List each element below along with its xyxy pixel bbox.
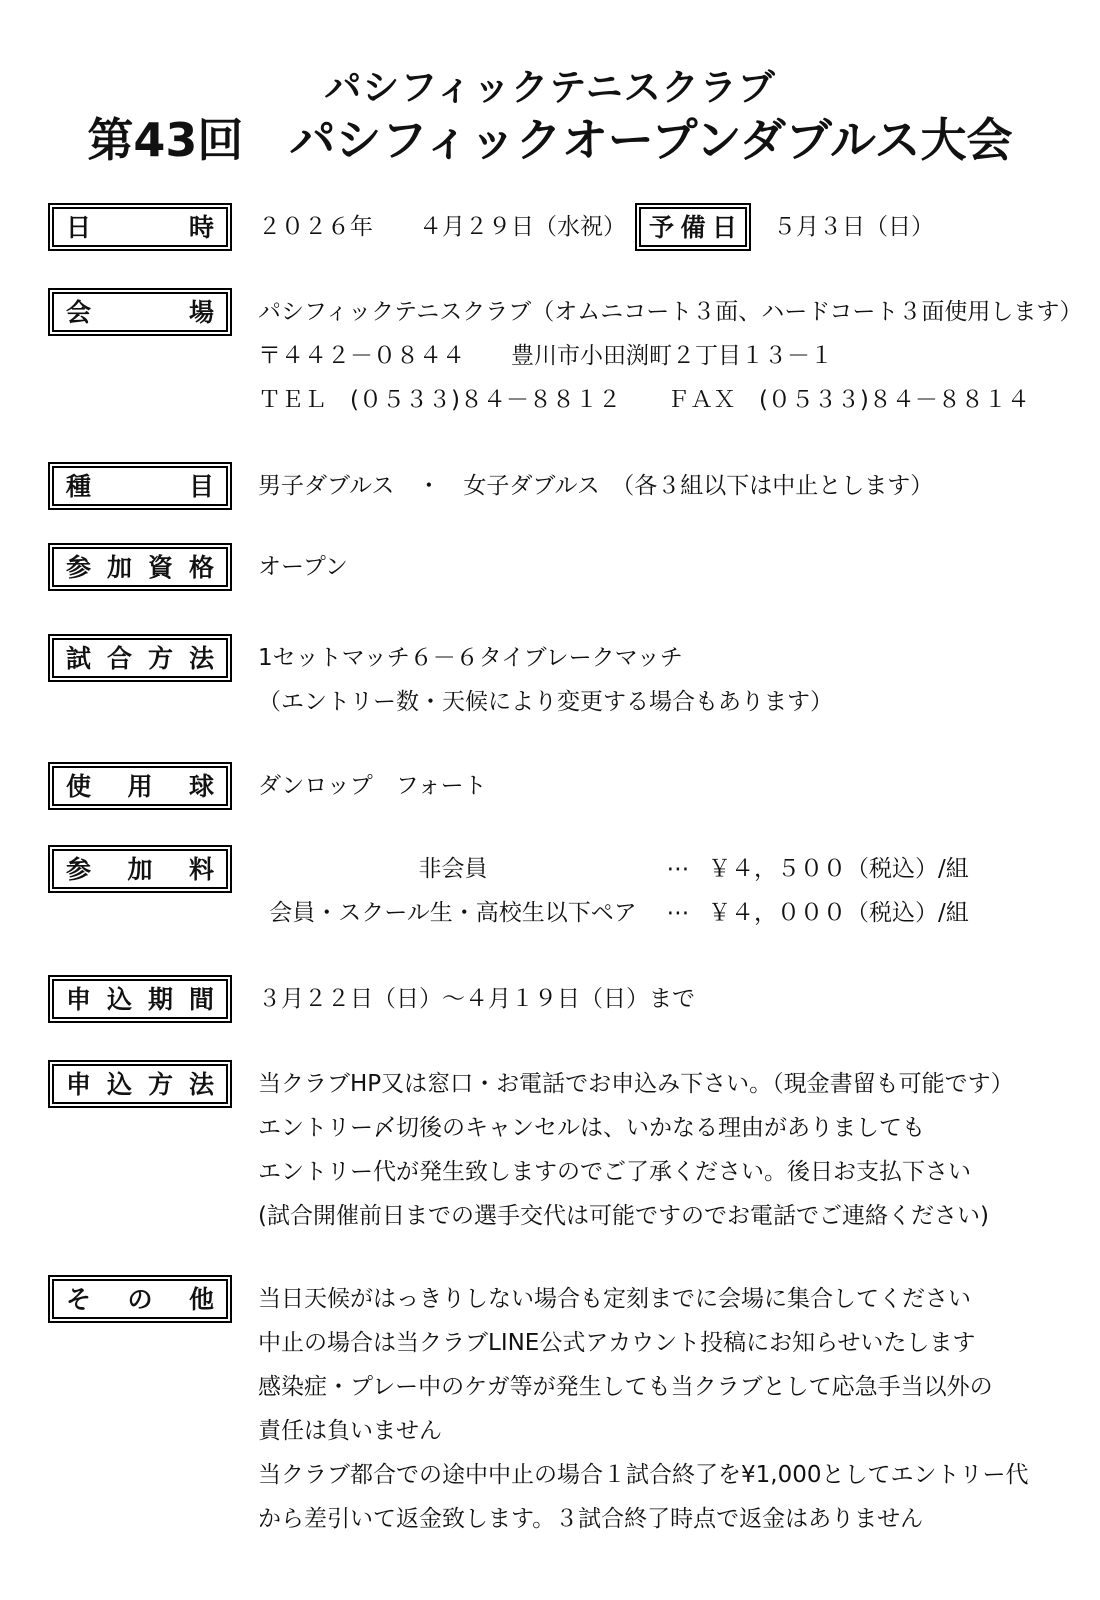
others-line-3: 感染症・プレー中のケガ等が発生しても当クラブとして応急手当以外の bbox=[258, 1374, 993, 1400]
others-line-5: 当クラブ都合での途中中止の場合１試合終了を¥1,000としてエントリー代 bbox=[258, 1462, 1029, 1488]
label-box-reserve-day bbox=[635, 203, 751, 251]
label-box-method bbox=[48, 1060, 232, 1108]
fee-row2-category: 会員・スクール生・高校生以下ペア bbox=[269, 900, 637, 926]
label-box-others bbox=[48, 1275, 232, 1323]
label-reserve-day: 予備日 bbox=[649, 212, 737, 242]
method-line-3: エントリー代が発生致しますのでご了承ください。後日お支払下さい bbox=[258, 1159, 971, 1185]
label-box-fee bbox=[48, 845, 232, 893]
label-others: その他 bbox=[66, 1284, 214, 1314]
label-match-format: 試合方法 bbox=[66, 643, 214, 673]
label-box-date bbox=[48, 203, 232, 251]
others-line-6: から差引いて返金致します。３試合終了時点で返金はありません bbox=[258, 1506, 924, 1532]
match-format-details bbox=[258, 636, 833, 724]
label-period: 申込期間 bbox=[66, 984, 214, 1014]
label-box-venue-inner bbox=[52, 292, 228, 332]
label-box-events bbox=[48, 462, 232, 510]
label-box-period-inner bbox=[52, 979, 228, 1019]
events-value: 男子ダブルス ・ 女子ダブルス （各３組以下は中止とします） bbox=[258, 473, 934, 499]
method-line-2: エントリー〆切後のキャンセルは、いかなる理由がありましても bbox=[258, 1115, 925, 1141]
label-venue: 会場 bbox=[66, 297, 214, 327]
event-title: 第43回 パシフィックオープンダブルス大会 bbox=[87, 113, 1013, 167]
label-fee: 参加料 bbox=[66, 854, 214, 884]
period-value: ３月２２日（日）～４月１９日（日）まで bbox=[258, 986, 695, 1012]
match-format-line-2: （エントリー数・天候により変更する場合もあります） bbox=[258, 689, 833, 715]
label-eligibility: 参加資格 bbox=[66, 552, 214, 582]
method-line-1: 当クラブHP又は窓口・お電話でお申込み下さい。（現金書留も可能です） bbox=[258, 1071, 1014, 1097]
label-box-eligibility bbox=[48, 543, 232, 591]
venue-line-courts: パシフィックテニスクラブ（オムニコート３面、ハードコート３面使用します） bbox=[258, 299, 1083, 325]
label-box-balls bbox=[48, 762, 232, 810]
label-box-events-inner bbox=[52, 466, 228, 506]
label-box-reserve-inner bbox=[639, 207, 747, 247]
reserve-day-value: ５月３日（日） bbox=[773, 214, 934, 240]
label-box-eligibility-inner bbox=[52, 547, 228, 587]
fee-row2-price: ￥４，０００（税込）/組 bbox=[708, 900, 969, 926]
others-line-2: 中止の場合は当クラブLINE公式アカウント投稿にお知らせいたします bbox=[258, 1330, 976, 1356]
venue-line-address: 〒４４２－０８４４ 豊川市小田渕町２丁目１３－１ bbox=[258, 343, 833, 369]
club-title: パシフィックテニスクラブ bbox=[324, 66, 776, 109]
fee-row1-category: 非会員 bbox=[418, 856, 488, 882]
label-balls: 使用球 bbox=[66, 771, 214, 801]
label-events: 種目 bbox=[66, 471, 214, 501]
label-box-others-inner bbox=[52, 1279, 228, 1319]
match-format-line-1: 1セットマッチ６－６タイブレークマッチ bbox=[258, 645, 683, 671]
label-date: 日時 bbox=[66, 212, 214, 242]
date-value: ２０２６年 ４月２９日（水祝） bbox=[258, 214, 626, 240]
label-method: 申込方法 bbox=[66, 1069, 214, 1099]
eligibility-value: オープン bbox=[258, 554, 348, 580]
method-details bbox=[258, 1062, 1014, 1238]
balls-value: ダンロップ フォート bbox=[258, 773, 487, 799]
label-box-period bbox=[48, 975, 232, 1023]
label-box-method-inner bbox=[52, 1064, 228, 1104]
label-box-date-inner bbox=[52, 207, 228, 247]
venue-line-phone: ＴＥＬ (０５３３)８４－８８１２ ＦＡＸ (０５３３)８４－８８１４ bbox=[258, 387, 1030, 413]
method-line-4: (試合開催前日までの選手交代は可能ですのでお電話でご連絡ください) bbox=[258, 1203, 989, 1229]
others-line-1: 当日天候がはっきりしない場合も定刻までに会場に集合してください bbox=[258, 1286, 971, 1312]
label-box-match-format bbox=[48, 634, 232, 682]
others-line-4: 責任は負いません bbox=[258, 1418, 442, 1444]
label-box-fee-inner bbox=[52, 849, 228, 889]
label-box-match-format-inner bbox=[52, 638, 228, 678]
label-box-balls-inner bbox=[52, 766, 228, 806]
others-details bbox=[258, 1277, 1028, 1541]
fee-table bbox=[258, 847, 969, 935]
fee-row2-dots: ⋯ bbox=[666, 900, 690, 926]
fee-row1-dots: ⋯ bbox=[666, 856, 690, 882]
fee-row1-price: ￥４，５００（税込）/組 bbox=[708, 856, 969, 882]
label-box-venue bbox=[48, 288, 232, 336]
venue-details bbox=[258, 290, 1082, 422]
